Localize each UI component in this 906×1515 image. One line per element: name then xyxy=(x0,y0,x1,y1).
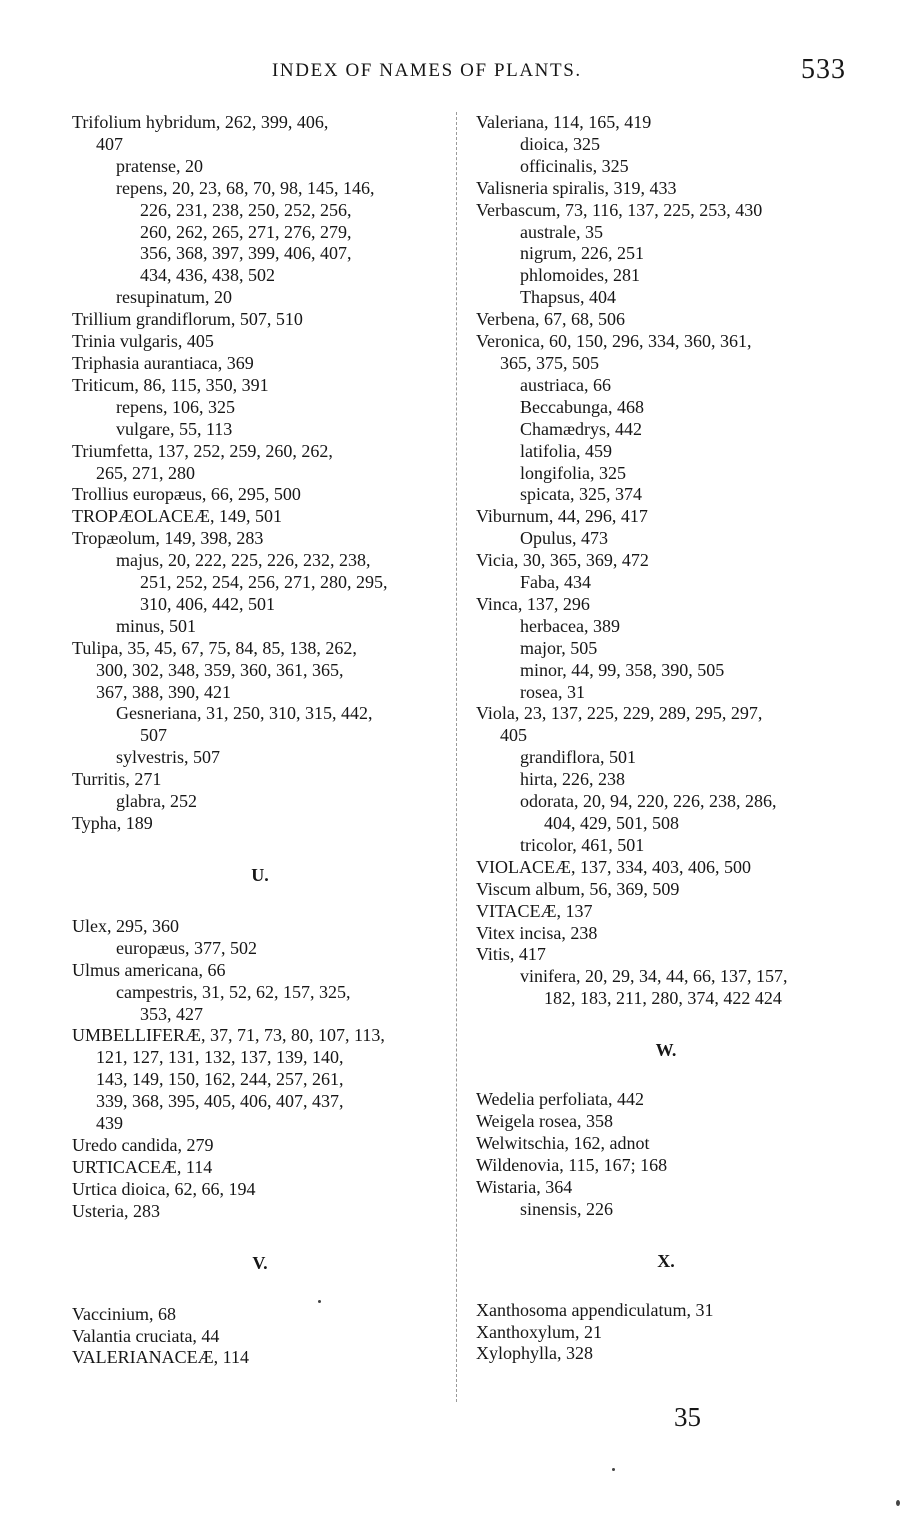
entry-continuation-line: 407 xyxy=(96,133,123,154)
section-heading-v: V. xyxy=(252,1252,268,1273)
entry-line: longifolia, 325 xyxy=(520,462,626,483)
entry-line: Valisneria spiralis, 319, 433 xyxy=(476,177,677,198)
entry-line: Xanthoxylum, 21 xyxy=(476,1321,602,1342)
index-subentry xyxy=(476,265,856,287)
index-entry xyxy=(72,441,448,485)
entry-line: Urtica dioica, 62, 66, 194 xyxy=(72,1178,256,1199)
entry-line: Veronica, 60, 150, 296, 334, 360, 361, xyxy=(476,331,752,352)
index-entry xyxy=(476,1155,856,1177)
index-subentry xyxy=(476,616,856,638)
entry-line: Uredo candida, 279 xyxy=(72,1134,214,1155)
index-subentry xyxy=(72,938,448,960)
index-subentry xyxy=(476,397,856,419)
index-subentry xyxy=(72,178,448,288)
entry-line: VIOLACEÆ, 137, 334, 403, 406, 500 xyxy=(476,856,751,877)
column-divider xyxy=(456,112,457,1402)
entry-line: Vitex incisa, 238 xyxy=(476,922,598,943)
index-subentry xyxy=(476,419,856,441)
t-entries xyxy=(72,112,448,835)
print-speck xyxy=(896,1500,900,1506)
entry-line: Tulipa, 35, 45, 67, 75, 84, 85, 138, 262, xyxy=(72,637,357,658)
entry-continuation-line: 365, 375, 505 xyxy=(500,352,599,373)
index-entry xyxy=(476,1111,856,1133)
index-entry xyxy=(476,857,856,879)
entry-line: Valantia cruciata, 44 xyxy=(72,1325,220,1346)
entry-line: austriaca, 66 xyxy=(520,374,611,395)
entry-continuation-line: 143, 149, 150, 162, 244, 257, 261, xyxy=(96,1069,344,1090)
index-subentry xyxy=(476,156,856,178)
entry-continuation-line: 434, 436, 438, 502 xyxy=(140,265,275,286)
entry-line: Viola, 23, 137, 225, 229, 289, 295, 297, xyxy=(476,703,763,724)
entry-line: vulgare, 55, 113 xyxy=(116,418,233,439)
index-entry xyxy=(72,484,448,506)
index-entry xyxy=(476,1343,856,1365)
index-entry xyxy=(476,944,856,966)
entry-continuation-line: 310, 406, 442, 501 xyxy=(140,593,275,614)
entry-line: Xylophylla, 328 xyxy=(476,1343,593,1364)
index-subentry xyxy=(72,397,448,419)
index-entry xyxy=(72,1347,448,1369)
index-subentry xyxy=(72,747,448,769)
entry-line: hirta, 226, 238 xyxy=(520,769,625,790)
entry-line: Usteria, 283 xyxy=(72,1200,160,1221)
entry-line: Trinia vulgaris, 405 xyxy=(72,331,214,352)
index-entry xyxy=(72,506,448,528)
index-entry xyxy=(72,1179,448,1201)
entry-continuation-line: 353, 427 xyxy=(140,1003,203,1024)
right-column xyxy=(476,112,856,1365)
index-entry xyxy=(476,112,856,134)
entry-line: majus, 20, 222, 225, 226, 232, 238, xyxy=(116,550,371,571)
entry-line: nigrum, 226, 251 xyxy=(520,243,644,264)
print-speck xyxy=(612,1468,615,1471)
entry-line: grandiflora, 501 xyxy=(520,747,636,768)
entry-line: herbacea, 389 xyxy=(520,615,620,636)
entry-line: Triumfetta, 137, 252, 259, 260, 262, xyxy=(72,440,333,461)
entry-line: Chamædrys, 442 xyxy=(520,418,643,439)
entry-line: repens, 20, 23, 68, 70, 98, 145, 146, xyxy=(116,177,375,198)
entry-line: minus, 501 xyxy=(116,615,197,636)
entry-line: odorata, 20, 94, 220, 226, 238, 286, xyxy=(520,791,777,812)
entry-line: dioica, 325 xyxy=(520,133,600,154)
entry-line: Valeriana, 114, 165, 419 xyxy=(476,112,652,132)
entry-line: Beccabunga, 468 xyxy=(520,396,644,417)
index-subentry xyxy=(476,484,856,506)
entry-line: Wedelia perfoliata, 442 xyxy=(476,1089,644,1110)
entry-line: Gesneriana, 31, 250, 310, 315, 442, xyxy=(116,703,373,724)
entry-line: Triticum, 86, 115, 350, 391 xyxy=(72,374,269,395)
index-subentry xyxy=(476,572,856,594)
entry-line: Verbascum, 73, 116, 137, 225, 253, 430 xyxy=(476,199,763,220)
entry-line: glabra, 252 xyxy=(116,791,197,812)
entry-line: officinalis, 325 xyxy=(520,155,629,176)
entry-line: spicata, 325, 374 xyxy=(520,484,642,505)
index-entry xyxy=(72,1135,448,1157)
entry-line: pratense, 20 xyxy=(116,155,203,176)
index-subentry xyxy=(476,835,856,857)
index-entry xyxy=(72,353,448,375)
page-number: 533 xyxy=(801,54,846,85)
entry-line: Faba, 434 xyxy=(520,572,591,593)
section-heading-w: W. xyxy=(655,1040,677,1061)
entry-line: tricolor, 461, 501 xyxy=(520,834,645,855)
entry-line: Wildenovia, 115, 167; 168 xyxy=(476,1154,668,1175)
x-entries xyxy=(476,1300,856,1366)
entry-line: europæus, 377, 502 xyxy=(116,937,257,958)
index-subentry xyxy=(72,791,448,813)
section-heading-x: X. xyxy=(657,1250,675,1271)
entry-line: campestris, 31, 52, 62, 157, 325, xyxy=(116,981,351,1002)
index-entry xyxy=(476,923,856,945)
index-subentry xyxy=(72,982,448,1026)
entry-line: Vicia, 30, 365, 369, 472 xyxy=(476,550,649,571)
index-subentry xyxy=(72,156,448,178)
v-continued-entries xyxy=(476,112,856,1010)
entry-line: sinensis, 226 xyxy=(520,1198,614,1219)
entry-line: Viburnum, 44, 296, 417 xyxy=(476,506,648,527)
entry-line: Xanthosoma appendiculatum, 31 xyxy=(476,1299,714,1320)
index-entry xyxy=(476,178,856,200)
entry-line: Trillium grandiflorum, 507, 510 xyxy=(72,309,303,330)
entry-line: phlomoides, 281 xyxy=(520,265,640,286)
index-entry xyxy=(476,200,856,222)
index-entry xyxy=(476,506,856,528)
index-subentry xyxy=(476,375,856,397)
entry-line: major, 505 xyxy=(520,637,598,658)
entry-continuation-line: 367, 388, 390, 421 xyxy=(96,681,231,702)
entry-line: Vinca, 137, 296 xyxy=(476,593,590,614)
index-entry xyxy=(476,1133,856,1155)
entry-line: Weigela rosea, 358 xyxy=(476,1111,613,1132)
index-subentry xyxy=(476,528,856,550)
index-entry xyxy=(72,112,448,156)
index-entry xyxy=(476,1089,856,1111)
index-entry xyxy=(72,916,448,938)
w-entries xyxy=(476,1089,856,1220)
index-entry xyxy=(476,550,856,572)
index-entry xyxy=(72,638,448,704)
entry-continuation-line: 356, 368, 397, 399, 406, 407, xyxy=(140,243,352,264)
entry-line: rosea, 31 xyxy=(520,681,585,702)
index-subentry xyxy=(476,463,856,485)
entry-line: vinifera, 20, 29, 34, 44, 66, 137, 157, xyxy=(520,966,788,987)
index-entry xyxy=(476,901,856,923)
entry-continuation-line: 121, 127, 131, 132, 137, 139, 140, xyxy=(96,1047,344,1068)
index-entry xyxy=(476,594,856,616)
entry-continuation-line: 182, 183, 211, 280, 374, 422 424 xyxy=(544,988,782,1009)
index-entry xyxy=(476,331,856,375)
left-column xyxy=(72,112,448,1369)
index-entry xyxy=(476,1322,856,1344)
entry-line: Thapsus, 404 xyxy=(520,287,616,308)
index-entry xyxy=(72,769,448,791)
entry-line: Trollius europæus, 66, 295, 500 xyxy=(72,484,301,505)
entry-continuation-line: 339, 368, 395, 405, 406, 407, 437, xyxy=(96,1091,344,1112)
entry-line: minor, 44, 99, 358, 390, 505 xyxy=(520,659,725,680)
index-entry xyxy=(72,960,448,982)
u-entries xyxy=(72,916,448,1223)
index-entry xyxy=(476,703,856,747)
entry-continuation-line: 226, 231, 238, 250, 252, 256, xyxy=(140,199,352,220)
index-subentry xyxy=(476,243,856,265)
entry-line: VITACEÆ, 137 xyxy=(476,900,593,921)
index-entry xyxy=(72,813,448,835)
index-subentry xyxy=(476,966,856,1010)
entry-line: Trifolium hybridum, 262, 399, 406, xyxy=(72,112,329,132)
entry-line: Tropæolum, 149, 398, 283 xyxy=(72,528,264,549)
print-speck xyxy=(318,1300,321,1303)
entry-line: Ulmus americana, 66 xyxy=(72,959,226,980)
index-subentry xyxy=(476,1199,856,1221)
index-subentry xyxy=(476,791,856,835)
entry-line: Typha, 189 xyxy=(72,813,153,833)
index-entry xyxy=(476,309,856,331)
index-subentry xyxy=(476,134,856,156)
index-subentry xyxy=(72,419,448,441)
entry-line: TROPÆOLACEÆ, 149, 501 xyxy=(72,506,283,527)
page-header xyxy=(0,56,906,86)
v-entries xyxy=(72,1304,448,1370)
entry-line: Ulex, 295, 360 xyxy=(72,915,179,936)
index-entry xyxy=(72,1304,448,1326)
entry-line: sylvestris, 507 xyxy=(116,747,221,768)
entry-line: Turritis, 271 xyxy=(72,769,162,790)
entry-line: Vaccinium, 68 xyxy=(72,1303,176,1324)
entry-line: Opulus, 473 xyxy=(520,528,609,549)
entry-line: repens, 106, 325 xyxy=(116,396,235,417)
index-subentry xyxy=(476,441,856,463)
index-entry xyxy=(72,1326,448,1348)
index-subentry xyxy=(476,222,856,244)
index-entry xyxy=(72,1201,448,1223)
entry-continuation-line: 300, 302, 348, 359, 360, 361, 365, xyxy=(96,659,344,680)
entry-line: UMBELLIFERÆ, 37, 71, 73, 80, 107, 113, xyxy=(72,1025,385,1046)
entry-line: Vitis, 417 xyxy=(476,944,546,965)
entry-continuation-line: 404, 429, 501, 508 xyxy=(544,813,679,833)
entry-line: VALERIANACEÆ, 114 xyxy=(72,1347,250,1368)
entry-continuation-line: 260, 262, 265, 271, 276, 279, xyxy=(140,221,352,242)
entry-line: Welwitschia, 162, adnot xyxy=(476,1132,650,1153)
entry-continuation-line: 507 xyxy=(140,725,167,746)
entry-line: URTICACEÆ, 114 xyxy=(72,1156,213,1177)
index-entry xyxy=(72,309,448,331)
index-subentry xyxy=(476,769,856,791)
index-subentry xyxy=(476,287,856,309)
entry-line: resupinatum, 20 xyxy=(116,287,232,308)
entry-continuation-line: 251, 252, 254, 256, 271, 280, 295, xyxy=(140,572,388,593)
index-entry xyxy=(72,375,448,397)
entry-line: australe, 35 xyxy=(520,221,603,242)
index-subentry xyxy=(72,703,448,747)
signature-mark: 35 xyxy=(674,1402,701,1432)
index-entry xyxy=(476,1300,856,1322)
entry-line: latifolia, 459 xyxy=(520,440,612,461)
entry-continuation-line: 439 xyxy=(96,1113,123,1134)
index-entry xyxy=(72,1157,448,1179)
entry-line: Triphasia aurantiaca, 369 xyxy=(72,352,254,373)
index-subentry xyxy=(476,682,856,704)
index-subentry xyxy=(476,747,856,769)
index-entry xyxy=(72,331,448,353)
index-subentry xyxy=(72,550,448,616)
running-title: INDEX OF NAMES OF PLANTS. xyxy=(272,60,582,81)
entry-continuation-line: 405 xyxy=(500,725,527,746)
index-subentry xyxy=(476,638,856,660)
index-subentry xyxy=(476,660,856,682)
entry-line: Verbena, 67, 68, 506 xyxy=(476,309,625,330)
index-entry xyxy=(72,528,448,550)
index-subentry xyxy=(72,616,448,638)
section-heading-u: U. xyxy=(251,864,269,885)
entry-line: Wistaria, 364 xyxy=(476,1176,573,1197)
entry-continuation-line: 265, 271, 280 xyxy=(96,462,195,483)
index-entry xyxy=(476,1177,856,1199)
entry-line: Viscum album, 56, 369, 509 xyxy=(476,878,680,899)
index-entry xyxy=(72,1025,448,1135)
index-entry xyxy=(476,879,856,901)
index-subentry xyxy=(72,287,448,309)
